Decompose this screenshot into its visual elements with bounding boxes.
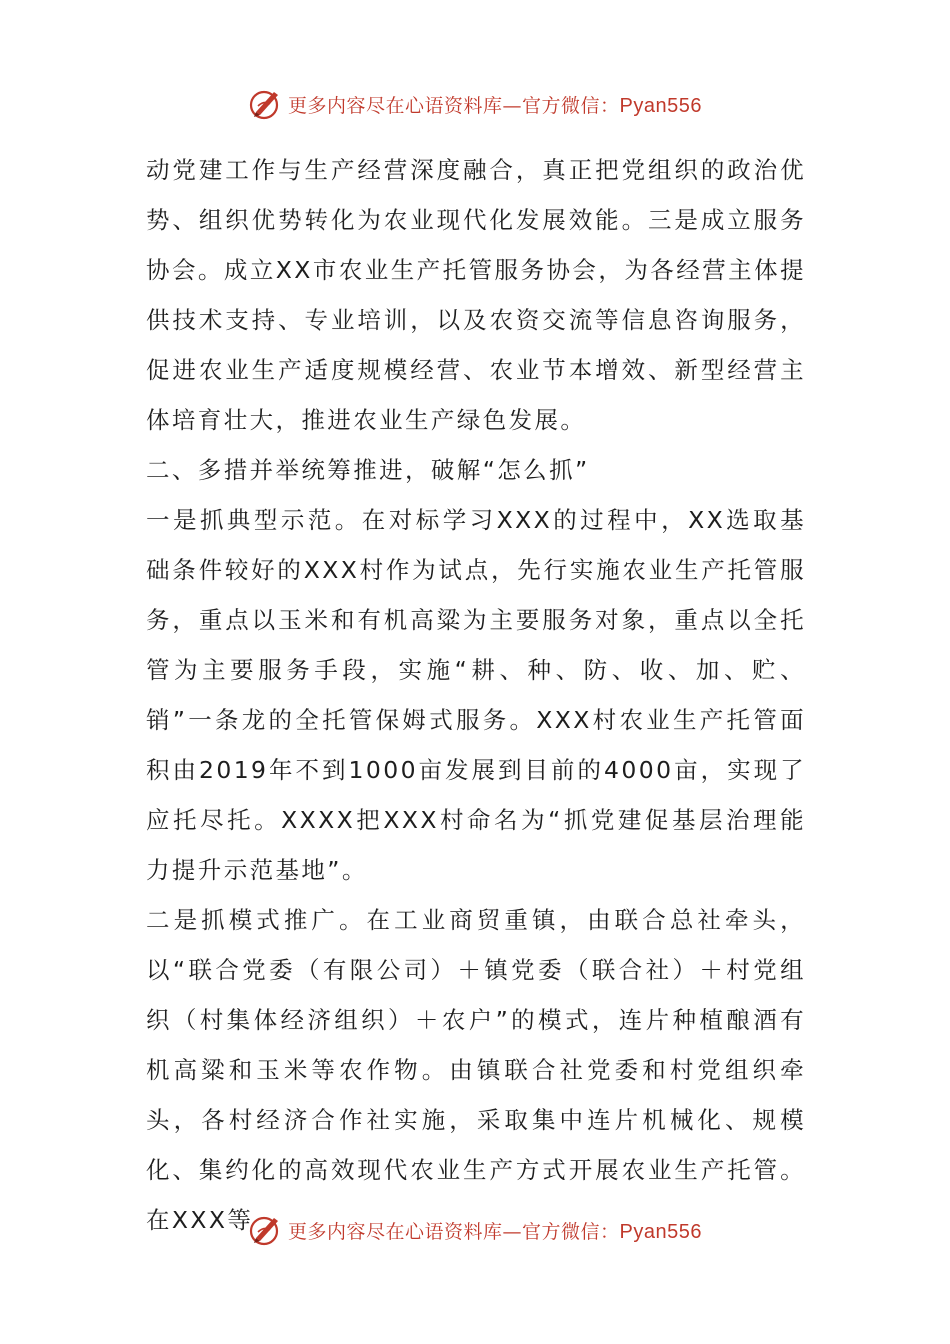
paragraph-3: 二是抓模式推广。在工业商贸重镇，由联合总社牵头，以“联合党委（有限公司）＋镇党委（联合社）＋村党组织（村集体经济组织）＋农户”的模式，连片种植酿酒有机高粱和玉米等农作物。由镇联合社党委和村党组织牵头，各村经济合作社实施，采取集中连片机械化、规模化、集约化的高效现代农业生产方式开展农业生产托管。在XXX等	[146, 906, 806, 1234]
footer-banner-text: 更多内容尽在心语资料库—官方微信：Pyan556	[288, 1220, 702, 1243]
pen-logo-icon	[248, 86, 284, 122]
header-banner	[0, 84, 950, 124]
header-wechat-id: Pyan556	[619, 94, 702, 117]
paragraph-2: 一是抓典型示范。在对标学习XXX的过程中，XX选取基础条件较好的XXX村作为试点，先行实施农业生产托管服务，重点以玉米和有机高粱为主要服务对象，重点以全托管为主要服务手段，实施“耕、种、防、收、加、贮、销”一条龙的全托管保姆式服务。XXX村农业生产托管面积由2019年不到1000亩发展到目前的4000亩，实现了应托尽托。XXXX把XXX村命名为“抓党建促基层治理能力提升示范基地”。	[146, 506, 806, 884]
document-body	[146, 145, 806, 1245]
footer-wechat-id: Pyan556	[619, 1220, 702, 1243]
header-banner-text: 更多内容尽在心语资料库—官方微信：Pyan556	[288, 94, 702, 117]
pen-logo-icon	[248, 1212, 284, 1248]
section-heading: 二、多措并举统筹推进，破解“怎么抓”	[146, 456, 590, 484]
footer-banner	[0, 1210, 950, 1250]
paragraph-1: 动党建工作与生产经营深度融合，真正把党组织的政治优势、组织优势转化为农业现代化发展效能。三是成立服务协会。成立XX市农业生产托管服务协会，为各经营主体提供技术支持、专业培训，以及农资交流等信息咨询服务，促进农业生产适度规模经营、农业节本增效、新型经营主体培育壮大，推进农业生产绿色发展。	[146, 156, 806, 434]
